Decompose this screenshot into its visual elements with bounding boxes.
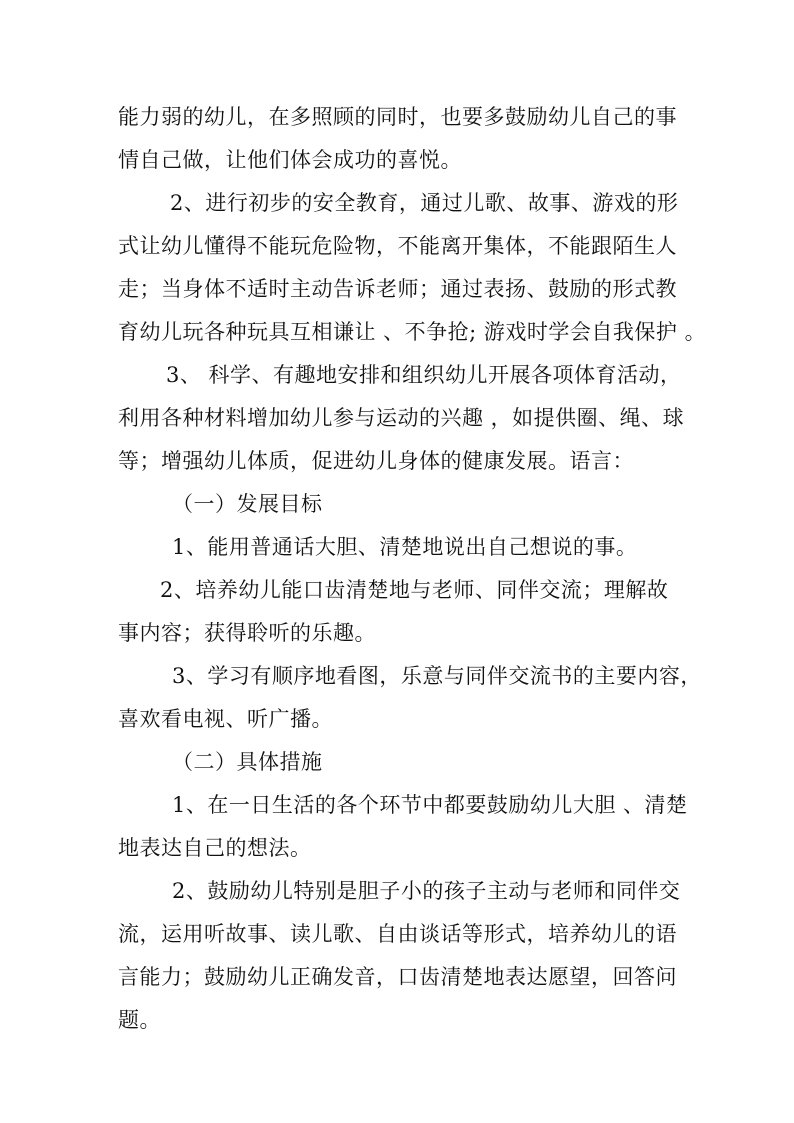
text-line: 题。 <box>118 1008 161 1032</box>
text-line: 3、 科学、有趣地安排和组织幼儿开展各项体育活动， <box>166 363 682 387</box>
section-heading: （二）具体措施 <box>172 750 323 774</box>
text-line: 情自己做，让他们体会成功的喜悦。 <box>118 148 462 172</box>
text-line: 能力弱的幼儿，在多照顾的同时，也要多鼓励幼儿自己的事 <box>118 105 677 129</box>
text-line: 事内容；获得聆听的乐趣。 <box>118 621 376 645</box>
text-line: 利用各种材料增加幼儿参与运动的兴趣 ，如提供圈、绳、球 <box>118 406 685 430</box>
text-line: 等；增强幼儿体质，促进幼儿身体的健康发展。语言： <box>118 449 634 473</box>
text-line: 言能力；鼓励幼儿正确发音，口齿清楚地表达愿望，回答问 <box>118 965 677 989</box>
section-heading: （一）发展目标 <box>172 492 323 516</box>
text-line: 2、培养幼儿能口齿清楚地与老师、同伴交流；理解故 <box>160 578 669 602</box>
text-line: 2、鼓励幼儿特别是胆子小的孩子主动与老师和同伴交 <box>172 879 681 903</box>
text-line: 地表达自己的想法。 <box>118 836 312 860</box>
text-line: 走；当身体不适时主动告诉老师；通过表扬、鼓励的形式教 <box>118 277 677 301</box>
text-line: 3、学习有顺序地看图，乐意与同伴交流书的主要内容， <box>172 664 702 688</box>
text-line: 育幼儿玩各种玩具互相谦让 、不争抢; 游戏时学会自我保护 。 <box>118 320 707 344</box>
text-line: 流，运用听故事、读儿歌、自由谈话等形式，培养幼儿的语 <box>118 922 677 946</box>
text-line: 式让幼儿懂得不能玩危险物，不能离开集体，不能跟陌生人 <box>118 234 677 258</box>
text-line: 2、进行初步的安全教育，通过儿歌、故事、游戏的形 <box>170 191 679 215</box>
text-line: 1、在一日生活的各个环节中都要鼓励幼儿大胆 、清楚 <box>172 793 688 817</box>
text-line: 1、能用普通话大胆、清楚地说出自己想说的事。 <box>172 535 638 559</box>
text-line: 喜欢看电视、听广播。 <box>118 707 333 731</box>
